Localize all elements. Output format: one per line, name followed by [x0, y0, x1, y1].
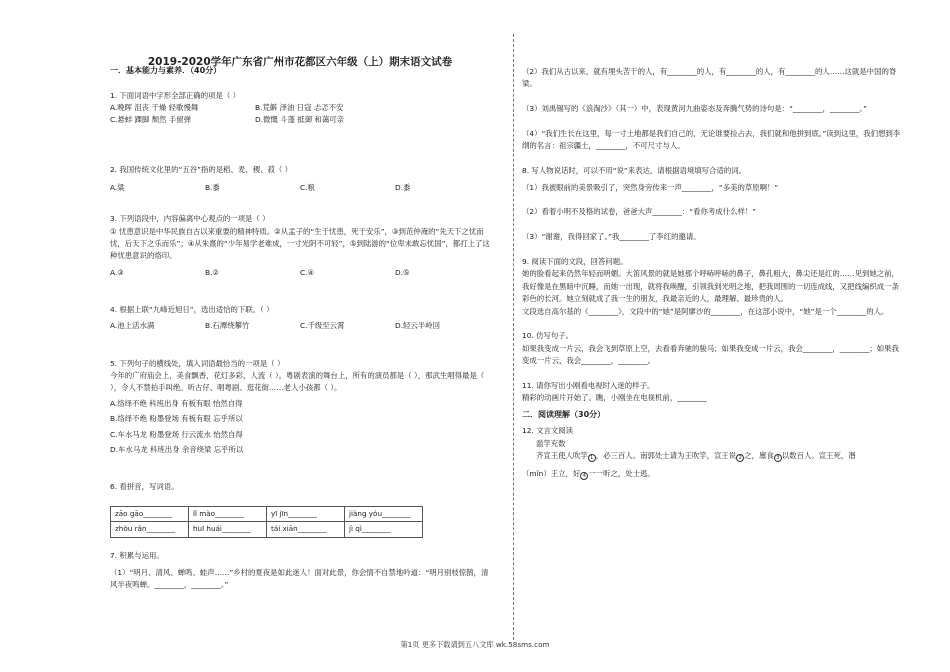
- passage-title: 滥竽充数: [536, 438, 566, 448]
- question-10: 10. 仿写句子。: [522, 331, 574, 341]
- q4-option-b: B.石潭绕攀竹: [205, 321, 250, 331]
- q2-option-b: B.黍: [205, 183, 220, 193]
- footnote-marker: 3: [774, 454, 782, 462]
- question-8-1: （1）我被眼前的美景吸引了，突然身旁传来一声________，“多美的草原啊！”: [522, 182, 779, 192]
- right-column: [522, 66, 902, 481]
- page-footer: 第1页 更多下载请到五八文库 wk.58sms.com: [400, 640, 550, 649]
- pinyin-cell[interactable]: huī huái________: [189, 522, 267, 537]
- question-9-text: 她的脸看起来仍然年轻而明媚。大笛风景的就是她那个呼哧呼哧的鼻子，鼻孔粗大，鼻尖还是红的……见到她之前，我好像是在黑暗中沉睡，而她一出现，就将我唤醒，引领我到光明之地，把我周围的一切连成线，又把线编织成一条彩色的长河。她立刻就成了我一生的朋友，我最亲近的人，最理解、最珍贵的人。: [522, 269, 899, 304]
- q1-options-row-2: [110, 114, 490, 126]
- pinyin-cell[interactable]: jiàng yóu________: [345, 507, 423, 522]
- passage-text: 以数百人。宣王死，湣: [781, 451, 856, 461]
- q4-option-a: A.池上活水满: [110, 321, 155, 331]
- q1-option-c: C.悬蚌 踝脚 颓然 手留弹: [110, 115, 192, 125]
- q2-option-a: A.粱: [110, 183, 125, 193]
- q3-option-b: B.②: [205, 267, 220, 277]
- question-7: 7. 积累与运用。: [110, 551, 164, 561]
- question-11-text: 精彩的动画片开始了。瞧，小刚坐在电视机前，________: [522, 393, 707, 403]
- q1-option-a: A.晚晖 沮丧 干燥 轻歌慢舞: [110, 103, 199, 112]
- question-6: 6. 看拼音，写词语。: [110, 482, 179, 492]
- q5-option-a: A.络绎不绝 科班出身 有板有眼 怡然自得: [110, 398, 243, 408]
- question-2: 2. 我国传统文化里的“五谷”指的是稻、麦、稷、菽（ ）: [110, 165, 293, 174]
- q4-options: [110, 320, 490, 332]
- q5-option-d: D.车水马龙 科班出身 余音绕梁 忘乎所以: [110, 445, 244, 455]
- q3-option-d: D.⑤: [395, 267, 410, 277]
- question-5-text: 今年的广府庙会上，美食飘香，花灯多彩，人流（ ）。粤剧表演的舞台上，所有的演员都是（ ），那武生唱得最是（ ），令人不禁拍手叫绝。听古仔、唱粤剧、逛花街……老人小孩都（ ）。: [110, 371, 485, 393]
- question-9-ask: 文段选自高尔基的《________》，文段中的“她”是阿廖沙的________，在这部小说中，“她”是一个________的人。: [522, 306, 889, 316]
- passage-text: 一一听之，处士逃。: [588, 469, 655, 479]
- q3-option-c: C.④: [300, 267, 315, 277]
- page-title: 2019-2020学年广东省广州市花都区六年级（上）期末语文试卷: [147, 56, 453, 68]
- q4-option-d: D.轻云半岭回: [395, 321, 440, 331]
- left-column: [110, 40, 490, 592]
- passage-line-1: [522, 450, 902, 462]
- question-9: 9. 阅读下面的文段，回答问题。: [522, 257, 628, 266]
- section-1-heading: 一．基本能力与素养．（40分）: [110, 65, 222, 75]
- q1-option-d: D.微慨 斗蓬 抵御 和蔼可亲: [255, 115, 344, 125]
- question-7-3: （3）刘禹锡写的《浪淘沙》（其一）中，表现黄河九曲姿态及奔腾气势的诗句是：“________，________。”: [522, 104, 867, 114]
- pinyin-cell[interactable]: zāo gāo________: [111, 507, 189, 522]
- q5-option-c: C.车水马龙 粉墨登场 行云流水 怡然自得: [110, 429, 243, 439]
- pinyin-cell[interactable]: zhòu rǎn________: [111, 522, 189, 537]
- pinyin-row: [111, 507, 423, 522]
- q3-option-a: A.③: [110, 267, 124, 277]
- question-3-text: ① 忧患意识是中华民族自古以来重要的精神特质。②从孟子的“生于忧患，死于安乐”，③到范仲淹的“先天下之忧而忧，后天下之乐而乐”；④从朱熹的“少年易学老难成，一寸光阴不可轻”，⑤到陆游的“位卑未敢忘忧国”，都打上了这种忧患意识的烙印。: [110, 226, 490, 261]
- question-10-text: 如果我变成一片云，我会飞到草原上空，去看看奔驰的骏马；如果我变成一片云，我会________，________；如果我变成一片云，我会________，________。: [522, 343, 899, 366]
- pinyin-cell[interactable]: jì qì________: [345, 522, 423, 537]
- question-8-3: （3）“谢谢，我得回家了。”我________了李红的邀请。: [522, 232, 701, 242]
- question-3: 3. 下列语段中，内容偏离中心观点的一项是（ ）: [110, 214, 270, 224]
- footnote-marker: 2: [736, 454, 744, 462]
- q3-options: [110, 267, 490, 279]
- column-divider: [513, 34, 514, 640]
- q1-option-b: B.荒僻 泽油 日寇 忐忑不安: [255, 103, 344, 112]
- pinyin-cell[interactable]: yī jīn________: [267, 507, 345, 522]
- passage-line-2: [522, 468, 902, 480]
- question-8-2: （2）看着小明不及格的试卷，爸爸大声________：“看你考成什么样！”: [522, 207, 757, 217]
- question-7-4: （4）“我们生长在这里，每一寸土地都是我们自己的，无论谁要捡占去，我们就和他拼到底。”读到这里，我们想到李纲的名言：祖宗疆土，________，不可尺寸与人。: [522, 129, 901, 151]
- question-4: 4. 根据上联“九峰近旭日”，选出适恰的下联。（ ）: [110, 305, 274, 315]
- q4-option-c: C.千级至云霄: [300, 321, 345, 331]
- q2-option-c: C.粮: [300, 183, 315, 193]
- pinyin-table: [110, 506, 423, 538]
- section-2-heading: 二．阅读理解（30分）: [522, 409, 606, 419]
- passage-text: （mǐn）王立，好: [522, 469, 581, 479]
- q2-option-d: D.黍: [395, 183, 411, 193]
- pinyin-cell[interactable]: lǐ mào________: [189, 507, 267, 522]
- q5-option-b: B.络绎不绝 粉墨登场 有板有眼 忘乎所以: [110, 414, 243, 424]
- footnote-marker: 1: [588, 454, 596, 462]
- footnote-marker: 4: [580, 472, 588, 480]
- question-5: 5. 下列句子的横线处，填入词语最恰当的一项是（ ）: [110, 358, 285, 368]
- question-7-1: （1）“明月、清风、蝉鸣、蛙声……”乡村的夏夜是如此迷人！面对此景，你会情不自禁地吟道：“明月别枝惊鹊，清风半夜鸣蝉。________，________。”: [110, 567, 489, 590]
- question-1: 1. 下面词语中字形全部正确的项是（ ）: [110, 90, 241, 100]
- pinyin-cell[interactable]: tái xiān________: [267, 522, 345, 537]
- question-7-2: （2）我们从古以来，就有埋头苦干的人，有________的人，有________的人，有________的人……这就是中国的脊梁。: [522, 67, 897, 89]
- passage-text: 齐宣王使人吹竽: [536, 451, 588, 461]
- q2-options: [110, 182, 490, 194]
- passage-text: 之，廪食: [744, 451, 774, 461]
- question-11: 11. 请你写出小刚看电视时入迷的样子。: [522, 381, 655, 391]
- question-8: 8. 写人物说话时，可以不用“说”来表达，请根据语境填写合适的词。: [522, 166, 746, 176]
- passage-text: ，必三百人。南郭处士请为王吹竽，宣王说: [595, 451, 737, 461]
- pinyin-row: [111, 522, 423, 537]
- question-12: 12. 文言文阅读: [522, 426, 574, 436]
- q1-options-row-1: [110, 102, 490, 114]
